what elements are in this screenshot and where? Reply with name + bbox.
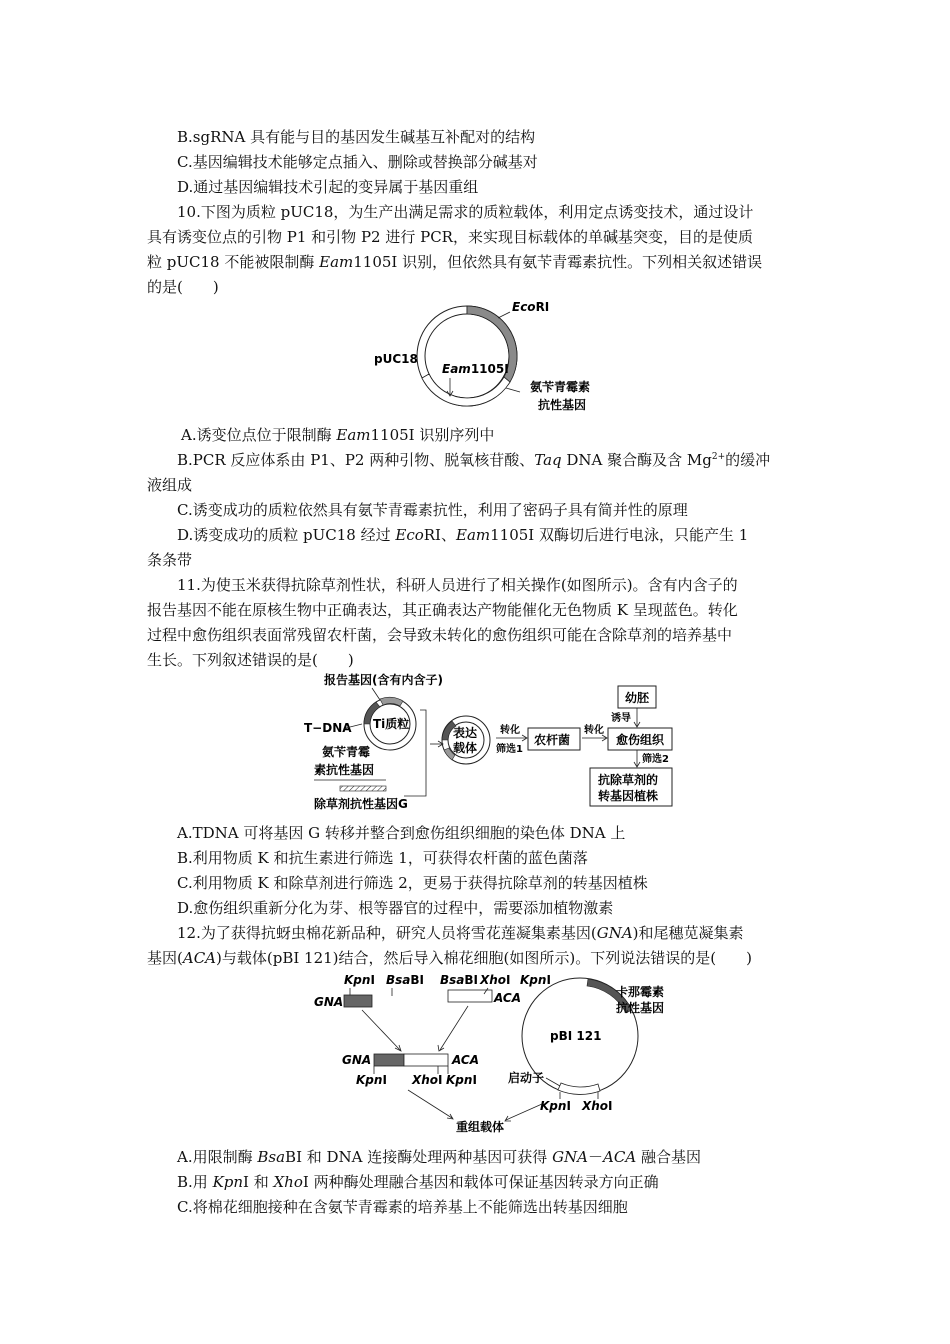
q10-option-a: A.诱变位点位于限制酶 Eam1105Ⅰ 识别序列中 (181, 426, 495, 444)
q10-stem-line3: 粒 pUC18 不能被限制酶 Eam1105Ⅰ 识别，但依然具有氨苄青霉素抗性。下列相关叙述错误 (147, 253, 763, 271)
kpni-label-vector: KpnⅠ (540, 1099, 571, 1113)
herbicide-gene-label: 除草剂抗性基因G (314, 797, 408, 811)
q12-option-a: A.用限制酶 BsaBⅠ 和 DNA 连接酶处理两种基因可获得 GNA－ACA 融合基因 (177, 1148, 701, 1166)
q12-stem-line2: 基因(ACA)与载体(pBI 121)结合，然后导入棉花细胞(如图所示)。下列说法错误的是( ) (147, 949, 752, 967)
amp-resistance-label-2: 抗性基因 (538, 398, 587, 412)
screen2-label: 筛选2 (642, 754, 669, 765)
q10-option-d-line1: D.诱变成功的质粒 pUC18 经过 EcoRⅠ、Eam1105Ⅰ 双酶切后进行电泳，只能产生 1 (177, 526, 749, 544)
expression-vector-label-2: 载体 (453, 741, 478, 755)
reporter-gene-label: 报告基因(含有内含子) (324, 673, 443, 687)
transformation-flow-figure (300, 670, 690, 816)
pbi121-label: pBI 121 (550, 1029, 602, 1043)
kanamycin-label-2: 抗性基因 (616, 1001, 665, 1015)
q11-option-a: A.TDNA 可将基因 G 转移并整合到愈伤组织细胞的染色体 DNA 上 (177, 824, 626, 842)
q10-option-b-line1: B.PCR 反应体系由 P1、P2 两种引物、脱氧核苷酸、Taq DNA 聚合酶及含 $Mg^{2+}$的缓冲 (177, 451, 771, 469)
q12-option-b: B.用 KpnⅠ 和 XhoⅠ 两种酶处理融合基因和载体可保证基因转录方向正确 (177, 1173, 659, 1191)
q10-option-c: C.诱变成功的质粒依然具有氨苄青霉素抗性，利用了密码子具有简并性的原理 (177, 501, 688, 519)
kpni-label-top-right: KpnⅠ (520, 973, 551, 987)
q10-option-d-line2: 条条带 (147, 551, 193, 569)
q9-option-c: C.基因编辑技术能够定点插入、删除或替换部分碱基对 (177, 153, 538, 171)
ti-plasmid-label: Ti质粒 (373, 717, 410, 731)
tdna-label: T−DNA (304, 721, 352, 735)
transgenic-plant-label-2: 转基因植株 (598, 789, 659, 803)
embryo-label: 幼胚 (625, 691, 650, 705)
kpni-label-top: KpnⅠ (344, 973, 375, 987)
kpni-label-fused-right: KpnⅠ (446, 1073, 477, 1087)
bsabi-label-left: BsaBⅠ (386, 973, 425, 987)
xhoi-label-fused: XhoⅠ (412, 1073, 443, 1087)
amp-resistance-label-1: 氨苄青霉素 (530, 380, 591, 394)
kanamycin-label-1: 卡那霉素 (616, 985, 665, 999)
agrobacterium-label: 农杆菌 (534, 733, 571, 747)
ecori-label: EcoRⅠ (512, 300, 550, 314)
fusion-gene-figure (310, 968, 690, 1136)
q10-stem-line4: 的是( ) (147, 278, 219, 296)
amp-resistance-label-1: 氨苄青霉 (322, 745, 371, 759)
q11-stem-line1: 11.为使玉米获得抗除草剂性状，科研人员进行了相关操作(如图所示)。含有内含子的 (177, 576, 738, 594)
kpni-label-fused: KpnⅠ (356, 1073, 387, 1087)
screen1-label: 筛选1 (496, 744, 523, 755)
q10-stem-line1: 10.下图为质粒 pUC18，为生产出满足需求的质粒载体，利用定点诱变技术，通过设计 (177, 203, 754, 221)
recombinant-vector-label: 重组载体 (456, 1120, 505, 1134)
q11-stem-line3: 过程中愈伤组织表面常残留农杆菌，会导致未转化的愈伤组织可能在含除草剂的培养基中 (147, 626, 733, 644)
xhoi-label-top: XhoⅠ (480, 973, 511, 987)
xhoi-label-vector: XhoⅠ (582, 1099, 613, 1113)
q11-stem-line4: 生长。下列叙述错误的是( ) (147, 651, 354, 669)
aca-label-top: ACA (494, 991, 522, 1005)
q12-option-c: C.将棉花细胞接种在含氨苄青霉素的培养基上不能筛选出转基因细胞 (177, 1198, 628, 1216)
q9-option-d: D.通过基因编辑技术引起的变异属于基因重组 (177, 178, 479, 196)
bsabi-label-right: BsaBⅠ (440, 973, 479, 987)
q11-option-c: C.利用物质 K 和除草剂进行筛选 2，更易于获得抗除草剂的转基因植株 (177, 874, 648, 892)
gna-label-top: GNA (314, 995, 344, 1009)
promoter-label: 启动子 (508, 1071, 545, 1085)
puc18-plasmid-figure (370, 296, 620, 421)
transgenic-plant-label-1: 抗除草剂的 (598, 773, 659, 787)
q11-option-d: D.愈伤组织重新分化为芽、根等器官的过程中，需要添加植物激素 (177, 899, 614, 917)
puc18-label: pUC18 (374, 352, 418, 366)
aca-label-fused: ACA (452, 1053, 480, 1067)
transform-label: 转化 (500, 725, 520, 736)
q11-option-b: B.利用物质 K 和抗生素进行筛选 1，可获得农杆菌的蓝色菌落 (177, 849, 588, 867)
amp-resistance-label-2: 素抗性基因 (314, 763, 375, 777)
eam1105-label: Eam1105Ⅰ (442, 362, 509, 376)
q9-option-b: B.sgRNA 具有能与目的基因发生碱基互补配对的结构 (177, 128, 536, 146)
q10-option-b-line2: 液组成 (147, 476, 193, 494)
transform2-label: 转化 (584, 725, 604, 736)
gna-label-fused: GNA (342, 1053, 372, 1067)
q12-stem-line1: 12.为了获得抗蚜虫棉花新品种，研究人员将雪花莲凝集素基因(GNA)和尾穗苋凝集素 (177, 924, 744, 942)
callus-label: 愈伤组织 (616, 733, 665, 747)
q10-stem-line2: 具有诱变位点的引物 P1 和引物 P2 进行 PCR，来实现目标载体的单碱基突变，目的是使质 (147, 228, 753, 246)
induce-label: 诱导 (611, 713, 631, 724)
q11-stem-line2: 报告基因不能在原核生物中正确表达，其正确表达产物能催化无色物质 K 呈现蓝色。转化 (147, 601, 738, 619)
expression-vector-label-1: 表达 (453, 726, 478, 740)
